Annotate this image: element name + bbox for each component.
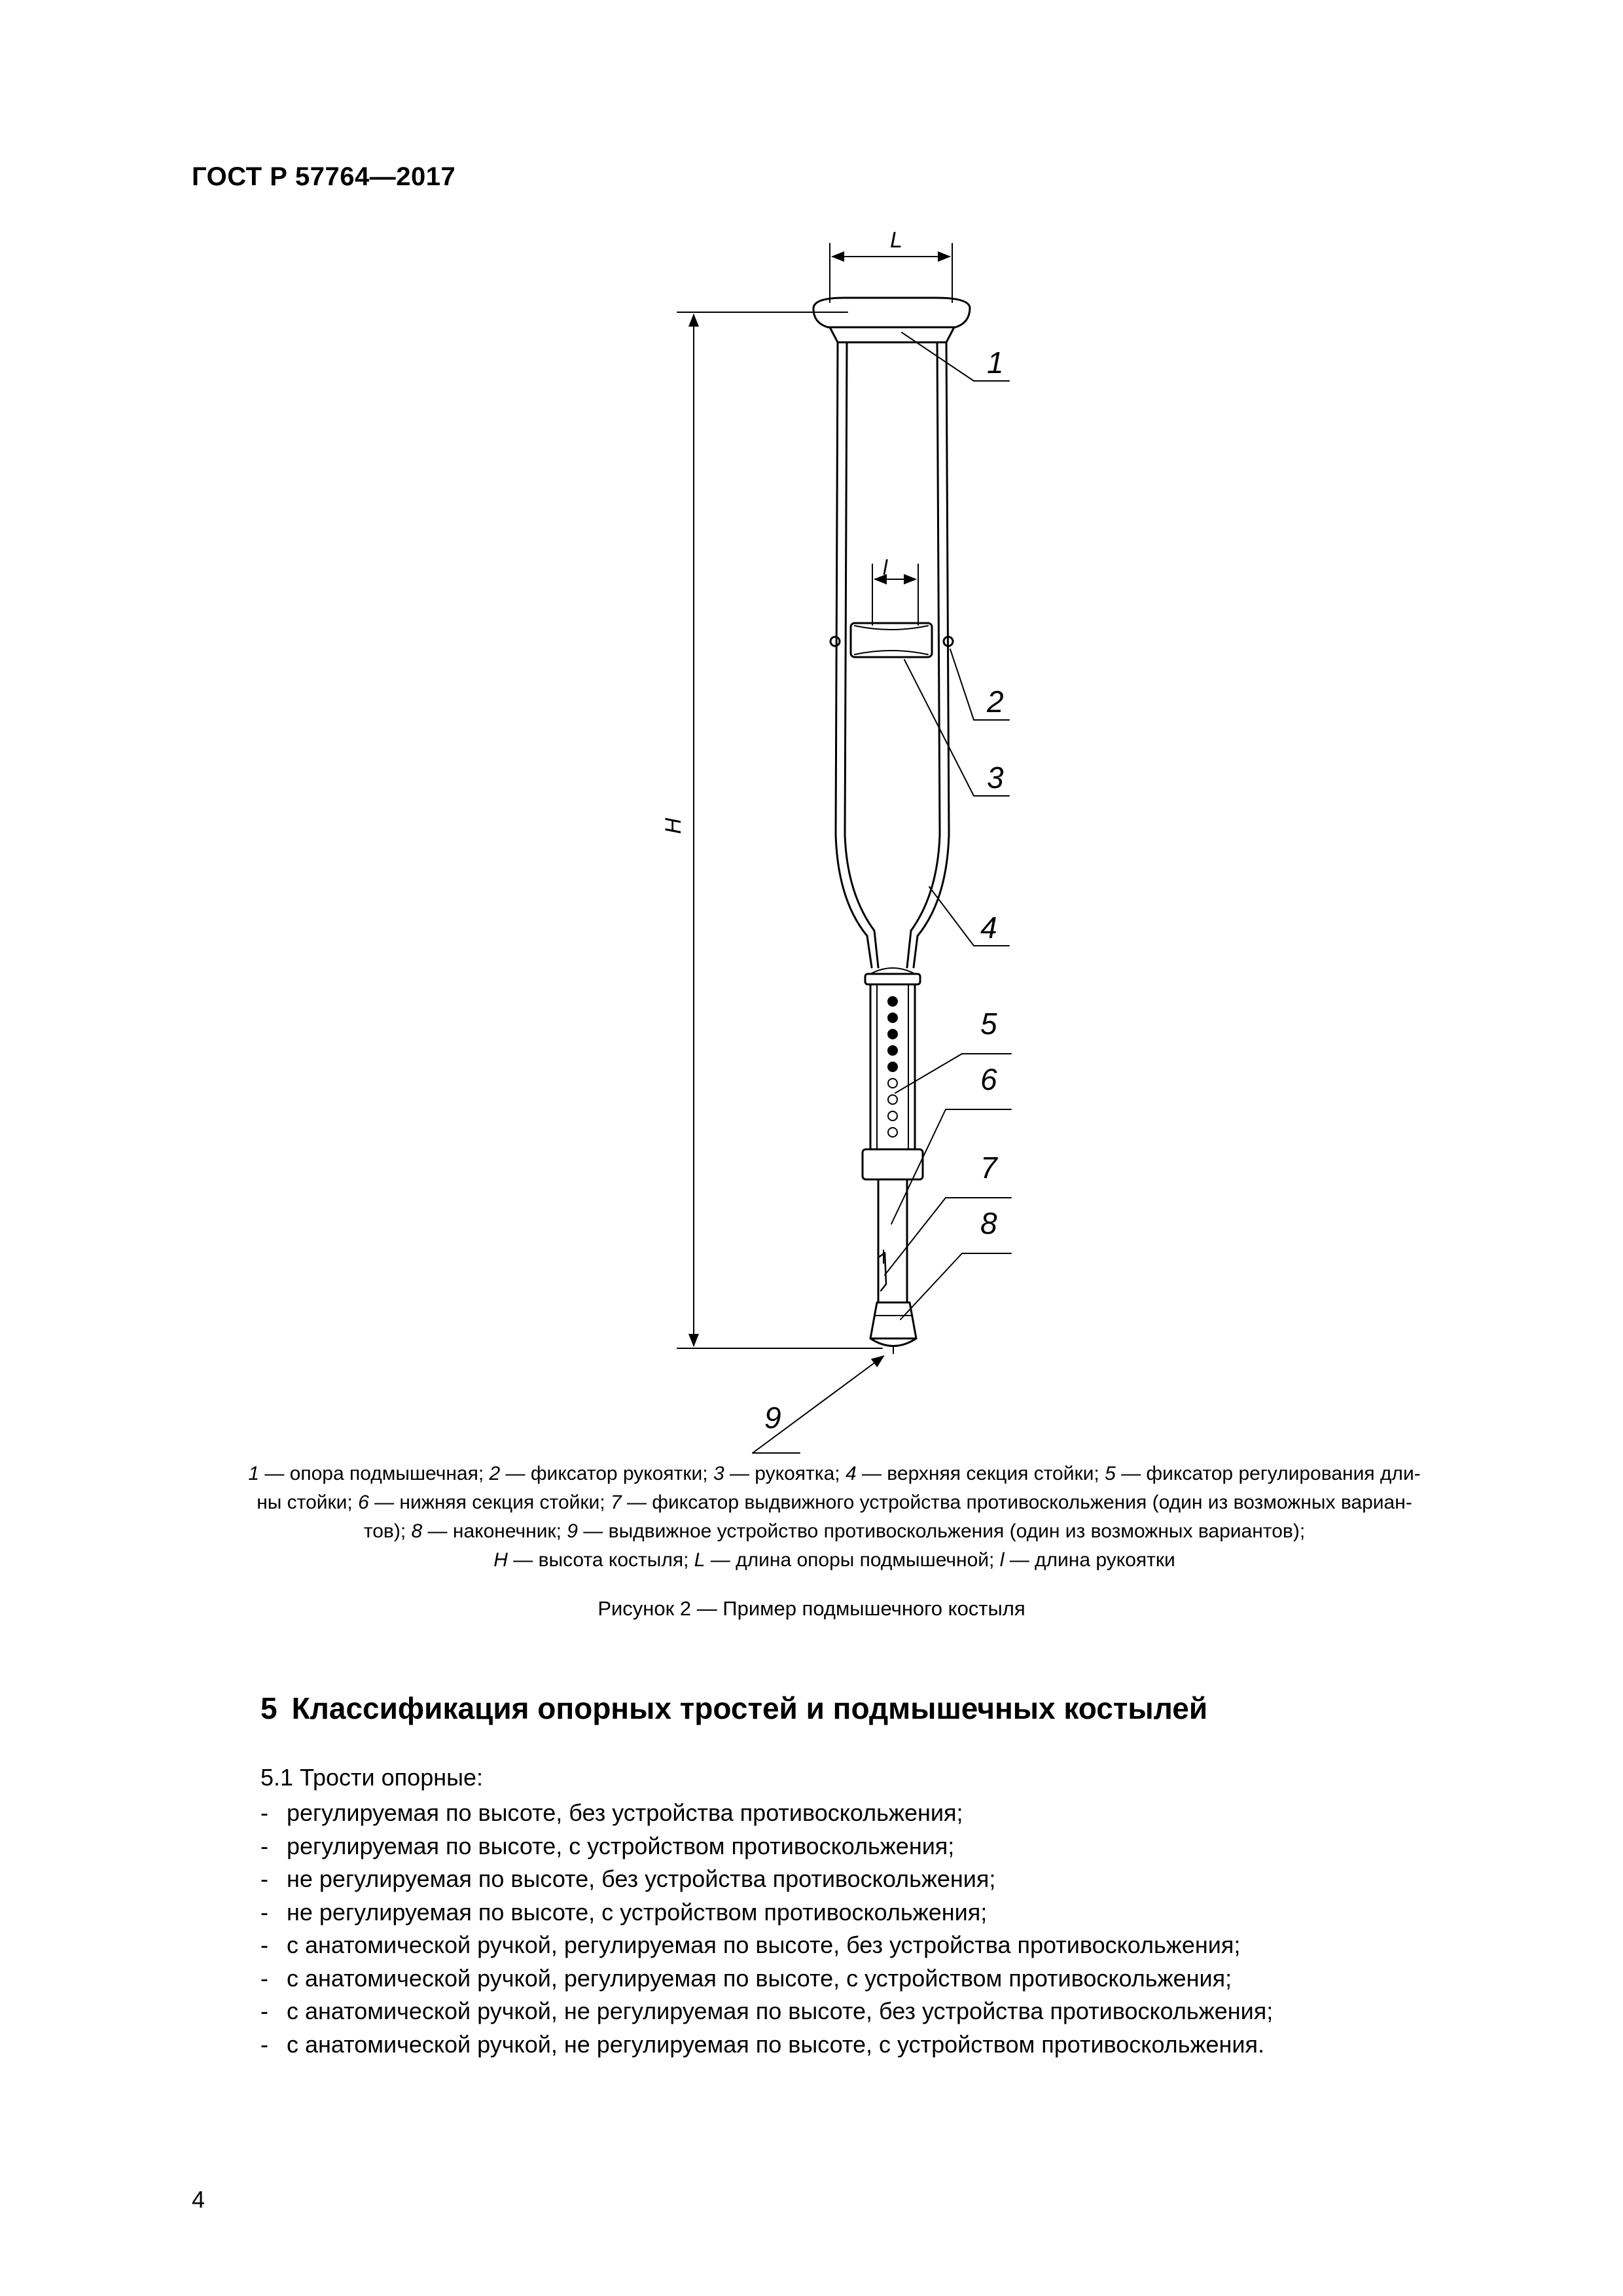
list-item-text: регулируемая по высоте, с устройством противоскольжения; xyxy=(287,1832,955,1859)
list-item-text: с анатомической ручкой, регулируемая по высоте, без устройства противоскольжения; xyxy=(287,1931,1241,1958)
section-number: 5 xyxy=(260,1691,277,1725)
legend-text: — фиксатор выдвижного устройства противоскольжения (один из возможных вариан- xyxy=(621,1492,1412,1513)
legend-text: — выдвижное устройство противоскольжения (один из возможных вариантов); xyxy=(577,1520,1306,1542)
list-item-text: не регулируемая по высоте, с устройством противоскольжения; xyxy=(287,1898,988,1926)
list-item-text: с анатомической ручкой, не регулируемая по высоте, без устройства противоскольжения; xyxy=(287,1998,1274,2024)
list-bullet: - xyxy=(260,1964,268,1992)
list-item xyxy=(260,1962,1273,1996)
legend-text: — верхняя секция стойки; xyxy=(856,1463,1105,1484)
legend-line-4 xyxy=(183,1546,1486,1575)
clause-heading: 5.1 Трости опорные: xyxy=(260,1764,483,1791)
legend-num: 2 xyxy=(489,1463,501,1484)
legend-num: 8 xyxy=(411,1520,423,1542)
section-title-text: Классификация опорных тростей и подмышечных костылей xyxy=(291,1691,1208,1725)
legend-text: ны стойки; xyxy=(257,1492,359,1513)
legend-text: — фиксатор рукоятки; xyxy=(500,1463,713,1484)
legend-text: — фиксатор регулирования дли- xyxy=(1115,1463,1421,1484)
adjustment-hole xyxy=(888,1030,897,1039)
list-item xyxy=(260,2028,1273,2062)
dim-label-H: H xyxy=(661,817,686,834)
legend-num: 7 xyxy=(610,1492,622,1513)
legend-text: тов); xyxy=(363,1520,412,1542)
lower-collar xyxy=(863,1149,923,1179)
list-bullet: - xyxy=(260,1931,268,1958)
dim-label-l: l xyxy=(883,556,888,579)
adjustment-hole xyxy=(888,1062,897,1071)
classification-list xyxy=(260,1797,1273,2061)
adjustment-tube xyxy=(870,984,915,1149)
section-heading xyxy=(260,1691,1207,1726)
list-bullet: - xyxy=(260,1865,268,1892)
list-item-text: с анатомической ручкой, не регулируемая по высоте, с устройством противоскольжения. xyxy=(287,2030,1265,2058)
list-item xyxy=(260,1797,1273,1830)
legend-text: — высота костыля; xyxy=(507,1549,694,1571)
handle xyxy=(830,623,953,657)
list-item-text: регулируемая по высоте, без устройства противоскольжения; xyxy=(287,1799,963,1826)
legend-num: 6 xyxy=(358,1492,369,1513)
legend-line-3 xyxy=(183,1517,1486,1546)
legend-line-1 xyxy=(183,1460,1486,1488)
document-header: ГОСТ Р 57764—2017 xyxy=(192,162,456,191)
legend-num: L xyxy=(694,1549,705,1571)
adjustment-hole xyxy=(888,1111,897,1121)
callout-2: 2 xyxy=(987,685,1004,719)
legend-text: — рукоятка; xyxy=(724,1463,846,1484)
legend-line-2 xyxy=(183,1488,1486,1517)
legend-num: 3 xyxy=(713,1463,724,1484)
adjustment-hole xyxy=(888,1128,897,1137)
callout-9: 9 xyxy=(764,1401,781,1435)
callout-5: 5 xyxy=(980,1007,997,1041)
dim-label-L: L xyxy=(890,228,902,253)
legend-text: — опора подмышечная; xyxy=(259,1463,490,1484)
list-item xyxy=(260,1896,1273,1929)
legend-num: 5 xyxy=(1105,1463,1116,1484)
legend-num: 1 xyxy=(248,1463,259,1484)
list-item xyxy=(260,1863,1273,1896)
list-item xyxy=(260,1830,1273,1863)
underarm-pad xyxy=(813,298,970,342)
list-bullet: - xyxy=(260,1832,268,1859)
lower-section xyxy=(878,1179,907,1302)
legend-num: 4 xyxy=(845,1463,857,1484)
legend-text: — длина опоры подмышечной; xyxy=(705,1549,1000,1571)
list-bullet: - xyxy=(260,2030,268,2058)
list-bullet: - xyxy=(260,1898,268,1926)
callout-8: 8 xyxy=(980,1206,997,1240)
legend-num: H xyxy=(493,1549,508,1571)
list-bullet: - xyxy=(260,1998,268,2024)
callout-4: 4 xyxy=(980,910,997,944)
figure-legend xyxy=(183,1460,1486,1575)
callout-3: 3 xyxy=(987,761,1004,795)
callout-leaders xyxy=(753,332,1011,1453)
callout-1: 1 xyxy=(987,346,1004,380)
list-item-text: с анатомической ручкой, регулируемая по высоте, с устройством противоскольжения; xyxy=(287,1964,1232,1992)
dimension-l xyxy=(872,564,918,625)
clamp-ring xyxy=(865,968,920,984)
legend-text: — нижняя секция стойки; xyxy=(368,1492,611,1513)
dimension-H xyxy=(677,312,882,1348)
legend-num: 9 xyxy=(567,1520,578,1542)
legend-num: l xyxy=(999,1549,1005,1571)
adjustment-hole xyxy=(888,997,897,1006)
list-bullet: - xyxy=(260,1799,268,1826)
adjustment-hole xyxy=(888,1079,897,1088)
list-item xyxy=(260,1995,1273,2028)
list-item xyxy=(260,1929,1273,1962)
legend-text: — длина рукоятки xyxy=(1004,1549,1175,1571)
figure-caption: Рисунок 2 — Пример подмышечного костыля xyxy=(597,1597,1026,1620)
list-item-text: не регулируемая по высоте, без устройства противоскольжения; xyxy=(287,1865,996,1892)
callout-7: 7 xyxy=(980,1151,997,1185)
page-number: 4 xyxy=(192,2186,205,2213)
legend-text: — наконечник; xyxy=(422,1520,567,1542)
adjustment-hole xyxy=(888,1046,897,1055)
adjustment-hole xyxy=(888,1013,897,1022)
adjustment-hole xyxy=(888,1095,897,1104)
callout-6: 6 xyxy=(980,1062,997,1096)
